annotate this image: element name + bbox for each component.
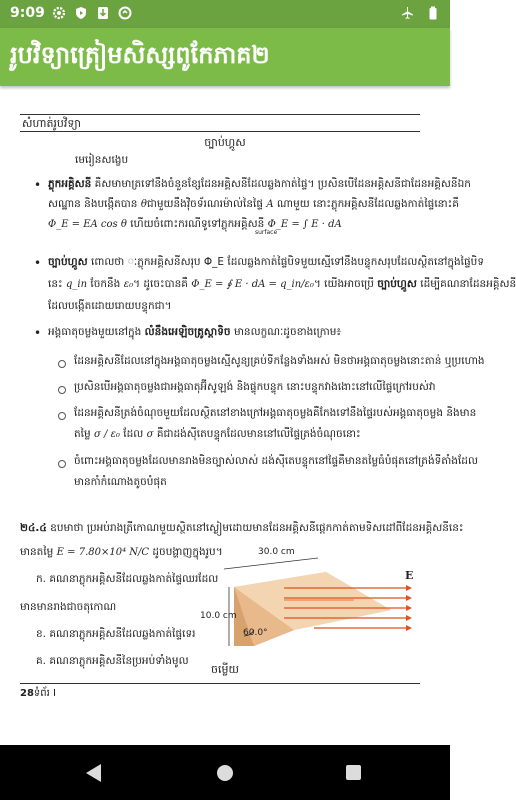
navigation-bar [0,745,450,800]
field-value: E = 7.80×10⁴ N/C [56,547,150,558]
battery-icon [426,6,440,20]
part-c: គ. គណនាភ្លុកអគ្គិសនីនៃប្រអប់ទាំងមូល [36,655,189,667]
bullet2-text-2d: ។ យើងអាចប្រើ [313,278,374,290]
bullet2-line1 [48,252,485,272]
play-protect-icon [74,6,88,20]
status-bar [0,0,450,28]
sub-bullet-circle [58,386,66,394]
sub-bullet-circle [58,412,66,420]
angle-label: 60.0° [243,628,268,638]
footer-divider [20,683,420,684]
download-icon [96,6,110,20]
sub-bullet-4: ចំពោះអង្គធាតុចម្លងដែលមានរាងមិនច្បាស់លាស់ ដង់ស៊ីតេបន្ទុកនៅផ្ទៃគឺមានតម្លៃធំបំផុតនៅត្រង់ទីតាំងដែល [74,455,478,467]
sub-bullet-4-cont: មានកាំកំណោងតូចបំផុត [74,476,167,488]
bullet1-text-2c: ណាមួយ នោះភ្លុកអគ្គិសនីដែលឆ្លងកាត់ផ្ទៃនោះគឺ [276,198,459,210]
sub-bullet-circle [58,360,66,368]
bullet2-line2 [48,274,516,295]
sub-bullet-1: ដែនអគ្គិសនីដែលនៅក្នុងអង្គធាតុចម្លងស្មើសូន្យគ្រប់ទីកន្លែងទាំងអស់ មិនថាអង្គធាតុចម្លងនោះតាន់ ឬប្រហោង [74,355,485,367]
flux-formula-1: Φ_E = EA cos θ [48,219,127,230]
bullet1-text-2: សណ្ឋាន និងបង្កើតបាន [48,198,138,210]
problem-line1 [20,518,464,538]
section-header: សំហាត់រូបវិទ្យា [20,114,420,132]
problem-text-2b: ដូចបង្ហាញក្នុងរូប។ [152,546,223,558]
home-icon[interactable] [217,765,233,781]
summary-label: មេរៀនសង្ខេប [75,154,129,166]
term-gauss-law-2: ច្បាប់ហ្គូស [377,278,417,290]
back-icon[interactable] [86,764,101,782]
sigma-over-epsilon: σ / ε₀ [94,429,120,440]
bullet-dot: • [34,326,42,340]
page-suffix: ទំព័រ I [33,688,56,699]
bullet2-text-2b: ចែកនឹង [90,278,121,290]
bullet1-text: គឺសមាមាត្រទៅនឹងចំនួនខ្សែដែនអគ្គិសនីដែលឆ្លងកាត់ផ្ទៃ។ ប្រសិនបើដែនអគ្គិសនីជាដែនអគ្គិសនីឯក [94,178,471,190]
bullet2-text: ពោលថា ៈភ្លុកអគ្គិសនីសរុប Φ_E ដែលឆ្លងកាត់ផ្ទៃបិទមួយស្មើទៅនឹងបន្ទុកសរុបដែលស្ថិតនៅក្នុងផ្ទៃបិទ [90,256,485,268]
sub-bullet-circle [58,460,66,468]
dimension-top-label: 30.0 cm [258,547,295,557]
document-page[interactable] [0,90,516,745]
bullet1-line2 [48,194,459,215]
area-symbol: A [266,199,274,210]
gauss-formula: Φ_E = ∮ E · dA = q_in/ε₀ [191,279,314,290]
app-bar [0,28,450,86]
sub-bullet-2: ប្រសិនបើអង្គធាតុចម្លងជាអង្គធាតុអ៊ីសូឡង់ និងផ្ទុកបន្ទុក នោះបន្ទុកវាងងោះនៅលើផ្ទៃក្រៅរបស់វា [74,381,436,393]
page-number: 28 [20,688,34,699]
term-electrostatic-equilibrium: លំនឹងអេឡិចត្រូស្តាទិច [144,326,231,338]
bullet1-text-2b: ជាមួយនឹងវ៉ិចទ័រណរម៉ាល់នៃផ្ទៃ [146,198,263,210]
lesson-heading: ច្បាប់ហ្គូស [204,136,246,149]
bullet1-line1 [48,174,471,194]
status-time: 9:09 [10,5,45,21]
bullet2-text-2e: ដើម្បីគណនាដែនអគ្គិសនី [420,278,516,290]
page-footer [20,686,56,701]
bullet-dot: • [34,256,42,270]
answer-label: ចម្លើយ [211,663,239,676]
recents-icon[interactable] [346,765,361,780]
dimension-side-label: 10.0 cm [200,611,237,621]
sub3-mid: ដែល [123,428,144,440]
problem-text-2a: មានតម្លៃ [20,546,54,558]
settings-icon [52,6,66,20]
prism-figure [194,550,424,650]
term-electric-flux: ភ្លុកអគ្គិសនី [48,178,92,190]
bullet2-text-2c: ។ ដូចេះបានគឺ [133,278,188,290]
bullet-dot: • [34,178,42,192]
sigma-symbol: σ [146,429,154,440]
field-vector-label: E [405,569,414,582]
sub3-pre: តម្លៃ [74,428,91,440]
bullet1-line3 [48,214,433,235]
sub-bullet-3-cont [74,424,434,445]
part-a-line1: ក. គណនាភ្លុកអគ្គិសនីដែលឆ្លងកាត់ផ្ទៃឈរដែល [36,573,219,585]
part-a-line2: មានមានរាងជាចតុកោណ [20,601,117,613]
q-in-symbol: q_in [65,279,88,290]
sync-icon [118,6,132,20]
app-title: រូបវិទ្យាត្រៀមសិស្សពូកែភាគ២ [10,41,270,69]
bullet3-text-a: អង្គធាតុចម្លងមួយនៅក្នុង [48,326,142,338]
problem-number: ២៤.៤ [20,522,47,534]
theta-symbol: θ [140,199,147,210]
bullet3-line1 [48,322,433,342]
epsilon-symbol: ε₀ [123,279,134,290]
bullet3-text-b: មានលក្ខណៈដូចខាងក្រោម៖ [233,326,342,338]
airplane-mode-icon [400,6,414,20]
surface-subscript: surface [255,229,278,236]
sub-bullet-3: ដែនអគ្គិសនីត្រង់ចំណុចមួយដែលស្ថិតនៅខាងក្រៅអង្គធាតុចម្លងគឺកែងទៅនឹងផ្ទៃរបស់អង្គធាតុចម្លង និងមាន [74,407,477,419]
term-gauss-law: ច្បាប់ហ្គូស [48,256,88,268]
problem-line2 [20,542,223,563]
bullet2-line3: ដែលបង្កើតដោយរោយបន្ទុកជា។ [48,300,172,312]
bullet1-text-3: ហើយចំពោះករណីទូទៅភ្លុកអគ្គិសនី [130,218,265,230]
part-b: ខ. គណនាភ្លុកអគ្គិសនីដែលឆ្លងកាត់ផ្ទៃទេរ [36,628,196,640]
bullet2-text-2a: នេះ [48,278,63,290]
flux-formula-2: Φ_E = ∫ E · dA [267,219,342,230]
problem-text-1: ឧបមាថា ប្រអប់រាងត្រីកោណមួយស្ថិតនៅស្ងៀមដោយមានដែនអគ្គិសនីផ្ដេកកាត់តាមទិសដៅពីដែនអគ្គិសនីនេះ [50,522,464,534]
sub3-post: គឺជាដង់ស៊ីតេបន្ទុកដែលមាននៅលើផ្ទៃត្រង់ចំណុចនោះ [156,428,361,440]
